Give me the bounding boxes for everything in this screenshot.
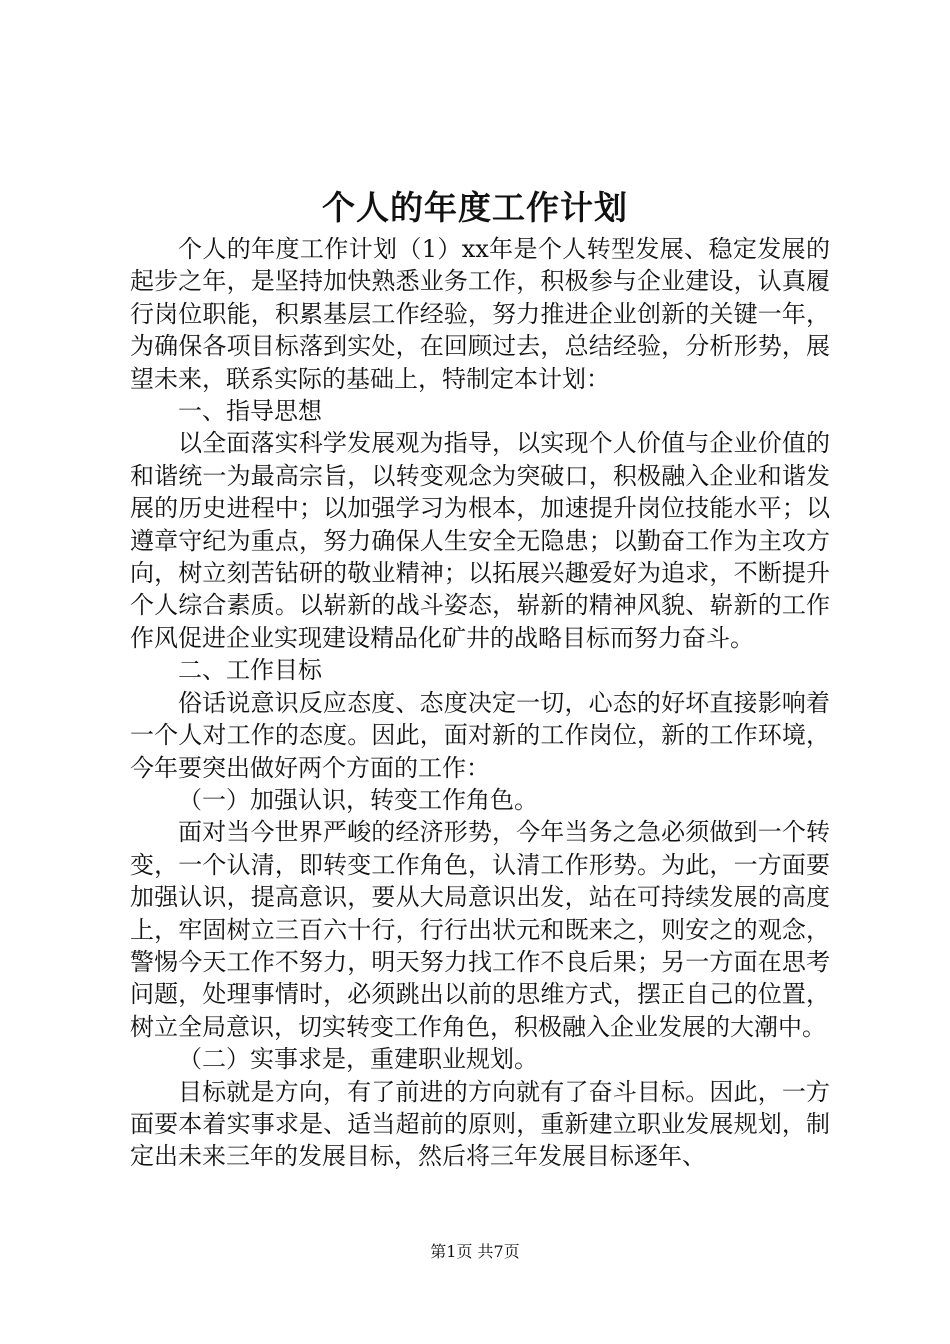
- paragraph-intro: 个人的年度工作计划（1）xx年是个人转型发展、稳定发展的起步之年，是坚持加快熟悉业务工作，积极参与企业建设，认真履行岗位职能，积累基层工作经验，努力推进企业创新的关键一年，为确保各项目标落到实处，在回顾过去，总结经验，分析形势，展望未来，联系实际的基础上，特制定本计划：: [130, 235, 830, 393]
- paragraph-career-planning: 目标就是方向，有了前进的方向就有了奋斗目标。因此，一方面要本着实事求是、适当超前的原则，重新建立职业发展规划，制定出未来三年的发展目标，然后将三年发展目标逐年、: [130, 1077, 830, 1171]
- paragraph-guiding-thought: 以全面落实科学发展观为指导，以实现个人价值与企业价值的和谐统一为最高宗旨，以转变观念为突破口，积极融入企业和谐发展的历史进程中；以加强学习为根本，加速提升岗位技能水平；以遵章守纪为重点，努力确保人生安全无隐患；以勤奋工作为主攻方向，树立刻苦钻研的敬业精神；以拓展兴趣爱好为追求，不断提升个人综合素质。以崭新的战斗姿态，崭新的精神风貌、崭新的工作作风促进企业实现建设精品化矿井的战略目标而努力奋斗。: [130, 429, 830, 652]
- document-body: [130, 233, 830, 1173]
- subheading-strengthen-awareness: （一）加强认识，转变工作角色。: [178, 785, 538, 814]
- subheading-career-planning: （二）实事求是，重建职业规划。: [178, 1045, 538, 1074]
- section-heading-guiding-thought: 一、指导思想: [178, 397, 322, 426]
- paragraph-strengthen-awareness: 面对当今世界严峻的经济形势，今年当务之急必须做到一个转变，一个认清，即转变工作角色，认清工作形势。为此，一方面要加强认识，提高意识，要从大局意识出发，站在可持续发展的高度上，牢固树立三百六十行，行行出状元和既来之，则安之的观念，警惕今天工作不努力，明天努力找工作不良后果；另一方面在思考问题，处理事情时，必须跳出以前的思维方式，摆正自己的位置，树立全局意识，切实转变工作角色，积极融入企业发展的大潮中。: [130, 818, 830, 1041]
- section-heading-work-goals: 二、工作目标: [178, 656, 322, 685]
- document-title: 个人的年度工作计划: [322, 188, 628, 227]
- page-footer: 第1页 共7页: [430, 1242, 520, 1261]
- paragraph-work-goals: 俗话说意识反应态度、态度决定一切，心态的好坏直接影响着一个人对工作的态度。因此，面对新的工作岗位，新的工作环境，今年要突出做好两个方面的工作：: [130, 688, 830, 782]
